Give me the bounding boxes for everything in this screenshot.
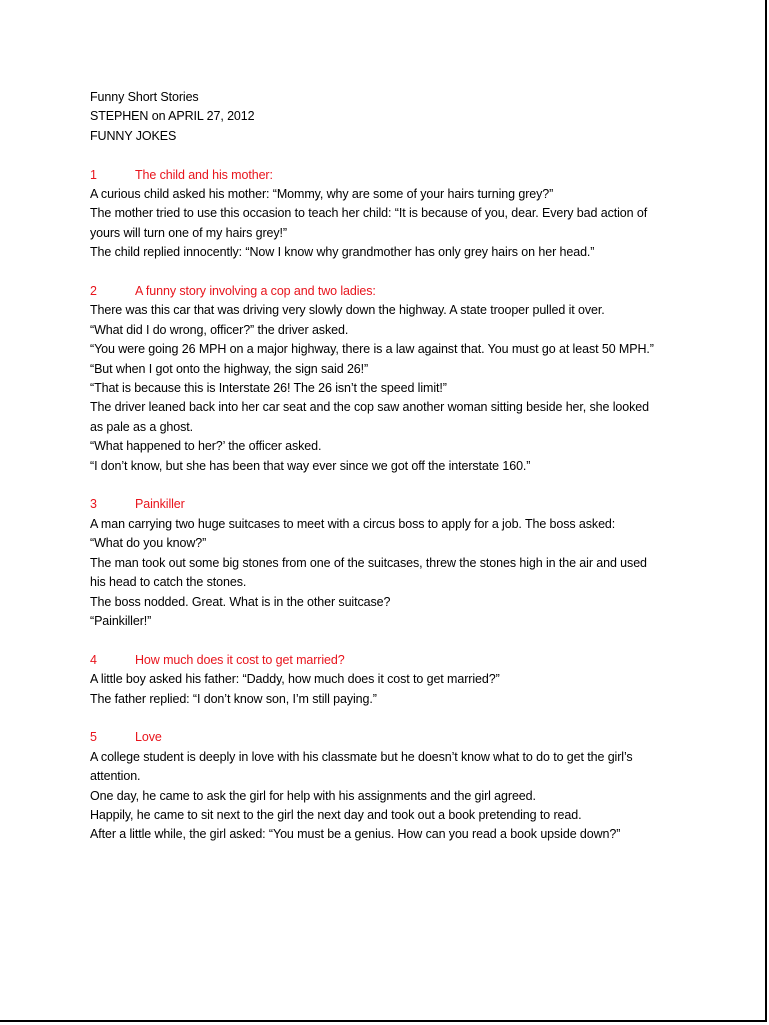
story-2 [90,282,730,476]
story-line: yours will turn one of my hairs grey!” [90,225,287,240]
story-number: 1 [90,167,97,182]
story-line: The child replied innocently: “Now I know why grandmother has only grey hairs on her head.” [90,245,595,260]
story-line: A little boy asked his father: “Daddy, how much does it cost to get married?” [90,672,500,687]
document-title: Funny Short Stories [90,90,199,104]
story-line: There was this car that was driving very slowly down the highway. A state trooper pulled it over. [90,303,605,318]
story-line: “What happened to her?’ the officer asked. [90,439,322,454]
story-line: After a little while, the girl asked: “You must be a genius. How can you read a book upside down?” [90,827,621,842]
story-heading [90,728,730,747]
story-line: “Painkiller!” [90,613,152,628]
story-line: The mother tried to use this occasion to teach her child: “It is because of you, dear. Every bad action of [90,206,648,221]
story-line: The driver leaned back into her car seat and the cop saw another woman sitting beside her, she looked [90,400,649,415]
story-1 [90,166,730,263]
story-3 [90,495,730,631]
story-line: his head to catch the stones. [90,575,247,590]
story-line: “What do you know?” [90,536,207,551]
spacer [90,709,730,728]
story-4 [90,651,730,709]
story-line: Happily, he came to sit next to the girl the next day and took out a book pretending to read. [90,807,582,822]
story-heading [90,495,730,514]
story-title: A funny story involving a cop and two ladies: [135,284,376,299]
byline: STEPHEN on APRIL 27, 2012 [90,109,255,124]
story-line: “That is because this is Interstate 26! The 26 isn’t the speed limit!” [90,381,447,396]
spacer [90,631,730,650]
category-label: FUNNY JOKES [90,128,177,143]
story-line: attention. [90,769,141,784]
story-number: 2 [90,284,97,299]
story-line: “What did I do wrong, officer?” the driver asked. [90,322,349,337]
story-line: One day, he came to ask the girl for help with his assignments and the girl agreed. [90,788,536,803]
story-number: 3 [90,497,97,512]
story-title: How much does it cost to get married? [135,652,345,667]
story-line: “You were going 26 MPH on a major highway, there is a law against that. You must go at least 50 MPH.” [90,342,654,357]
story-title: Love [135,730,162,745]
spacer [90,146,730,165]
story-line: as pale as a ghost. [90,419,194,434]
story-line: A man carrying two huge suitcases to meet with a circus boss to apply for a job. The boss asked: [90,516,616,531]
story-5 [90,728,730,844]
document-body [90,88,730,845]
story-heading [90,166,730,185]
story-heading [90,651,730,670]
story-line: The father replied: “I don’t know son, I’m still paying.” [90,691,377,706]
story-line: “I don’t know, but she has been that way ever since we got off the interstate 160.” [90,458,531,473]
story-title: The child and his mother: [135,167,273,182]
story-line: The boss nodded. Great. What is in the other suitcase? [90,594,391,609]
story-line: A college student is deeply in love with his classmate but he doesn’t know what to do to get the girl’s [90,749,633,764]
story-line: A curious child asked his mother: “Mommy, why are some of your hairs turning grey?” [90,187,554,202]
story-number: 5 [90,730,97,745]
story-title: Painkiller [135,497,185,512]
spacer [90,476,730,495]
story-number: 4 [90,652,97,667]
story-line: The man took out some big stones from one of the suitcases, threw the stones high in the air and used [90,555,647,570]
story-heading [90,282,730,301]
story-line: “But when I got onto the highway, the sign said 26!” [90,361,369,376]
spacer [90,263,730,282]
